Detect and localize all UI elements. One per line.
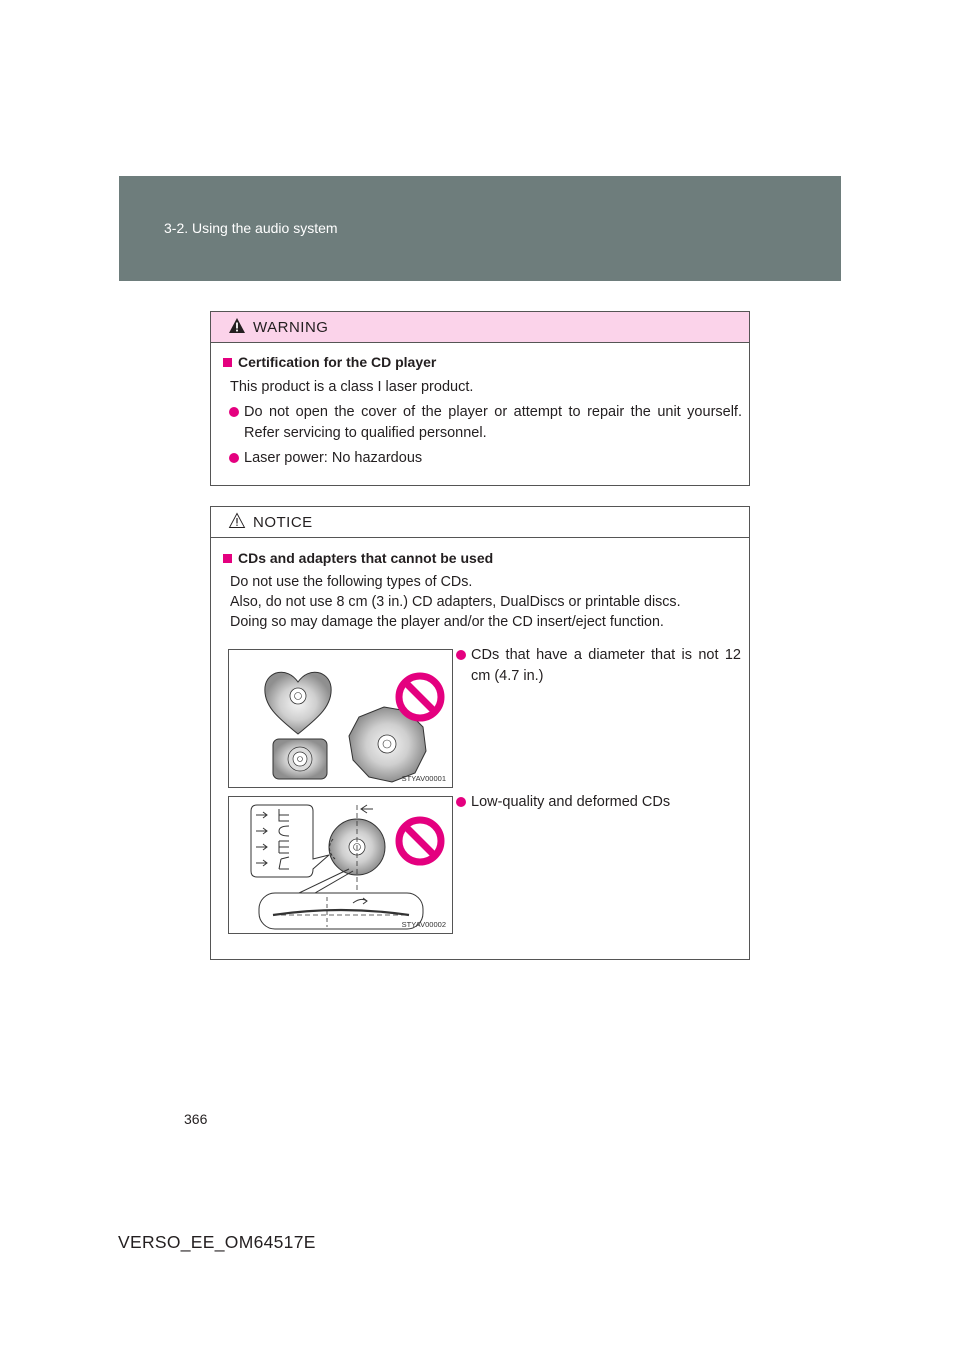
warning-triangle-icon	[228, 317, 246, 334]
section-title: 3-2. Using the audio system	[164, 220, 338, 236]
non-standard-cd-illustration	[229, 650, 453, 788]
warning-header	[211, 312, 749, 343]
figure-code: STYAV00002	[401, 920, 446, 929]
square-bullet-icon	[223, 554, 232, 563]
notice-triangle-icon	[228, 512, 246, 529]
section-header	[119, 176, 841, 281]
page-number: 366	[184, 1111, 208, 1127]
warning-section-heading: Certification for the CD player	[223, 354, 436, 370]
bullet-dot-icon	[456, 650, 466, 660]
notice-box	[210, 506, 750, 960]
notice-title: NOTICE	[253, 514, 313, 531]
deformed-cd-illustration	[229, 797, 453, 934]
square-bullet-icon	[223, 358, 232, 367]
bullet-dot-icon	[229, 407, 239, 417]
warning-title: WARNING	[253, 319, 329, 336]
notice-item: CDs that have a diameter that is not 12 cm (4.7 in.)	[471, 645, 741, 687]
figure-non-standard-cds	[228, 649, 453, 788]
notice-line: Doing so may damage the player and/or the CD insert/eject function.	[230, 614, 664, 630]
warning-bullet: Do not open the cover of the player or attempt to repair the unit yourself. Refer servicing to qualified personnel.	[244, 402, 742, 444]
document-code: VERSO_EE_OM64517E	[118, 1232, 316, 1252]
bullet-dot-icon	[456, 797, 466, 807]
notice-line: Do not use the following types of CDs.	[230, 574, 473, 590]
warning-intro: This product is a class I laser product.	[230, 379, 474, 395]
notice-line: Also, do not use 8 cm (3 in.) CD adapters, DualDiscs or printable discs.	[230, 594, 681, 610]
figure-code: STYAV00001	[401, 774, 446, 783]
notice-header	[211, 507, 749, 538]
bullet-dot-icon	[229, 453, 239, 463]
warning-box	[210, 311, 750, 486]
notice-item: Low-quality and deformed CDs	[471, 792, 741, 813]
notice-section-heading: CDs and adapters that cannot be used	[223, 550, 493, 566]
figure-deformed-cds	[228, 796, 453, 934]
warning-bullet: Laser power: No hazardous	[244, 448, 742, 469]
